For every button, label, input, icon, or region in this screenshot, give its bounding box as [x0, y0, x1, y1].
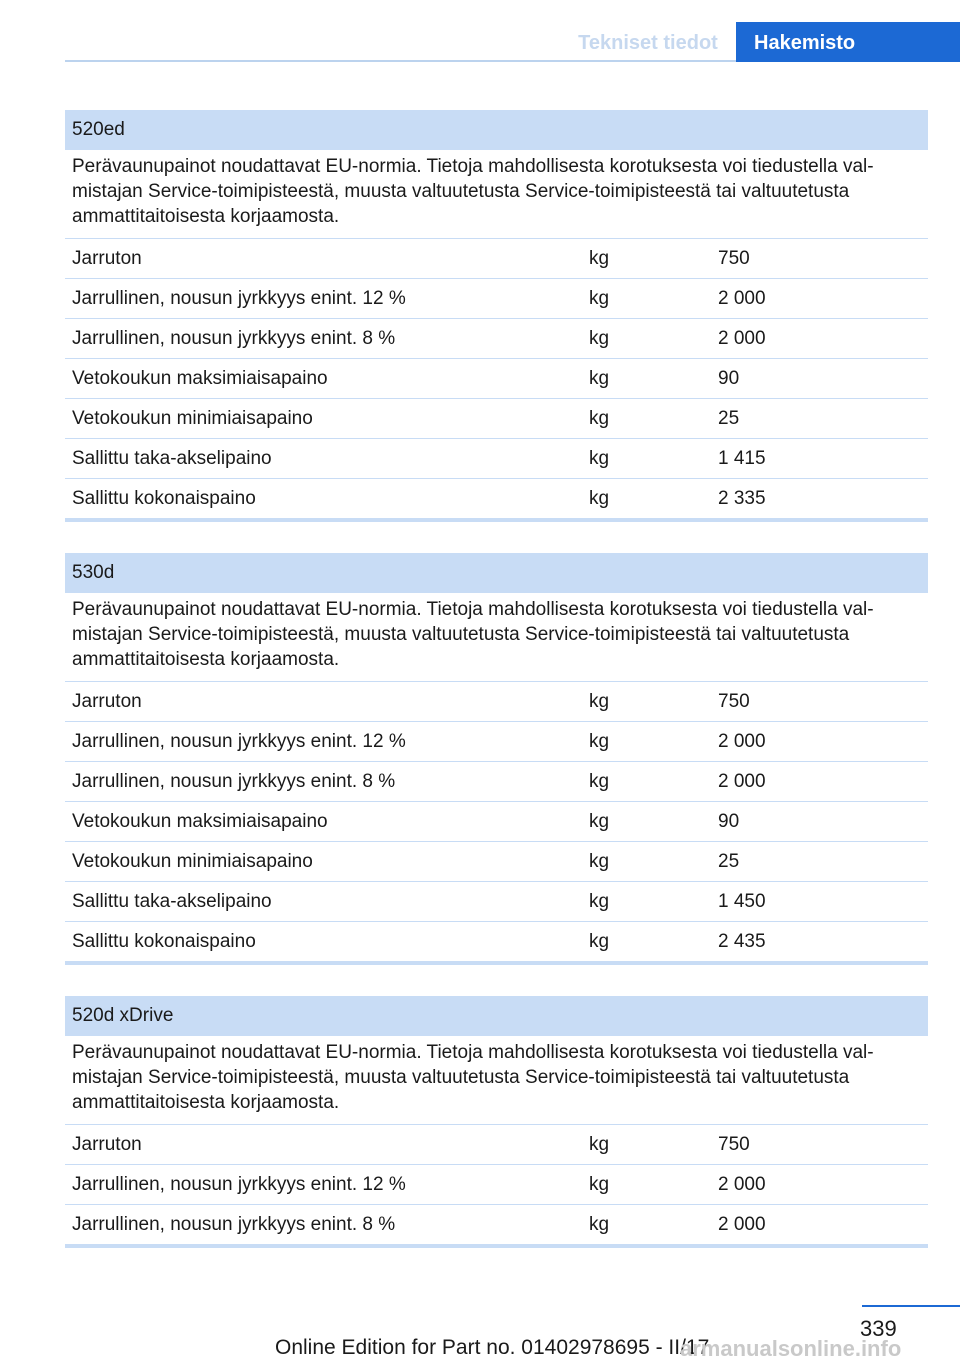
table-row — [65, 922, 928, 965]
row-unit: kg — [589, 328, 610, 349]
row-label: Sallittu taka-akselipaino — [72, 448, 272, 469]
row-unit: kg — [589, 248, 610, 269]
row-label: Jarruton — [72, 248, 142, 269]
row-unit: kg — [589, 811, 610, 832]
table-row — [65, 439, 928, 479]
row-value: 2 000 — [718, 731, 766, 752]
row-value: 25 — [718, 408, 740, 429]
row-value: 2 000 — [718, 1174, 766, 1195]
section-note: Perävaunupainot noudattavat EU-normia. Tietoja mahdollisesta korotuksesta voi tiedustella valmistajan Service-toimipisteestä, muusta valtuutetusta Service-toimipisteestä tai valtuutetusta ammattitaitoisesta korjaamosta. — [65, 1036, 928, 1125]
row-label: Jarrullinen, nousun jyrkkyys enint. 8 % — [72, 1214, 396, 1235]
page-number: 339 — [860, 1316, 897, 1341]
row-label: Jarruton — [72, 1134, 142, 1155]
table-row — [65, 359, 928, 399]
row-value: 1 450 — [718, 891, 766, 912]
spec-section-520ed — [65, 110, 928, 522]
row-unit: kg — [589, 851, 610, 872]
row-label: Sallittu kokonaispaino — [72, 488, 256, 509]
row-unit: kg — [589, 368, 610, 389]
row-value: 25 — [718, 851, 740, 872]
row-unit: kg — [589, 408, 610, 429]
row-label: Jarrullinen, nousun jyrkkyys enint. 12 % — [72, 731, 406, 752]
table-row — [65, 479, 928, 522]
table-row — [65, 319, 928, 359]
table-row — [65, 802, 928, 842]
row-unit: kg — [589, 731, 610, 752]
edition-text: Online Edition for Part no. 01402978695 - II/17 — [275, 1336, 710, 1359]
row-unit: kg — [589, 288, 610, 309]
row-value: 750 — [718, 691, 750, 712]
table-row — [65, 682, 928, 722]
row-unit: kg — [589, 488, 610, 509]
table-row — [65, 722, 928, 762]
row-value: 90 — [718, 368, 740, 389]
table-row — [65, 239, 928, 279]
row-unit: kg — [589, 931, 610, 952]
row-value: 1 415 — [718, 448, 766, 469]
table-row — [65, 399, 928, 439]
spec-section-520d-xdrive — [65, 996, 928, 1248]
section-title: 520ed — [65, 110, 928, 150]
row-value: 90 — [718, 811, 740, 832]
row-label: Jarruton — [72, 691, 142, 712]
row-value: 2 435 — [718, 931, 766, 952]
row-label: Jarrullinen, nousun jyrkkyys enint. 12 % — [72, 1174, 406, 1195]
row-unit: kg — [589, 771, 610, 792]
row-unit: kg — [589, 1214, 610, 1235]
row-label: Jarrullinen, nousun jyrkkyys enint. 8 % — [72, 328, 396, 349]
row-value: 2 000 — [718, 771, 766, 792]
section-title: 530d — [65, 553, 928, 593]
row-unit: kg — [589, 1134, 610, 1155]
row-value: 2 335 — [718, 488, 766, 509]
row-value: 2 000 — [718, 1214, 766, 1235]
row-label: Vetokoukun minimiaisapaino — [72, 851, 313, 872]
watermark: armanualsonline.info — [680, 1336, 902, 1361]
table-row — [65, 279, 928, 319]
row-label: Vetokoukun minimiaisapaino — [72, 408, 313, 429]
footer-rule — [862, 1305, 960, 1307]
table-row — [65, 1205, 928, 1248]
row-label: Jarrullinen, nousun jyrkkyys enint. 8 % — [72, 771, 396, 792]
tab-tekniset-tiedot[interactable]: Tekniset tiedot — [578, 32, 718, 54]
table-row — [65, 882, 928, 922]
row-label: Vetokoukun maksimiaisapaino — [72, 368, 328, 389]
table-row — [65, 1165, 928, 1205]
table-row — [65, 762, 928, 802]
table-row — [65, 1125, 928, 1165]
row-label: Sallittu kokonaispaino — [72, 931, 256, 952]
row-label: Jarrullinen, nousun jyrkkyys enint. 12 % — [72, 288, 406, 309]
row-unit: kg — [589, 891, 610, 912]
row-value: 750 — [718, 248, 750, 269]
row-value: 2 000 — [718, 288, 766, 309]
row-unit: kg — [589, 691, 610, 712]
row-label: Sallittu taka-akselipaino — [72, 891, 272, 912]
table-row — [65, 842, 928, 882]
section-title: 520d xDrive — [65, 996, 928, 1036]
spec-section-530d — [65, 553, 928, 965]
row-label: Vetokoukun maksimiaisapaino — [72, 811, 328, 832]
row-unit: kg — [589, 448, 610, 469]
row-unit: kg — [589, 1174, 610, 1195]
tab-hakemisto[interactable]: Hakemisto — [736, 22, 960, 62]
row-value: 750 — [718, 1134, 750, 1155]
section-note: Perävaunupainot noudattavat EU-normia. Tietoja mahdollisesta korotuksesta voi tiedustella valmistajan Service-toimipisteestä, muusta valtuutetusta Service-toimipisteestä tai valtuutetusta ammattitaitoisesta korjaamosta. — [65, 150, 928, 239]
row-value: 2 000 — [718, 328, 766, 349]
section-note: Perävaunupainot noudattavat EU-normia. Tietoja mahdollisesta korotuksesta voi tiedustella valmistajan Service-toimipisteestä, muusta valtuutetusta Service-toimipisteestä tai valtuutetusta ammattitaitoisesta korjaamosta. — [65, 593, 928, 682]
